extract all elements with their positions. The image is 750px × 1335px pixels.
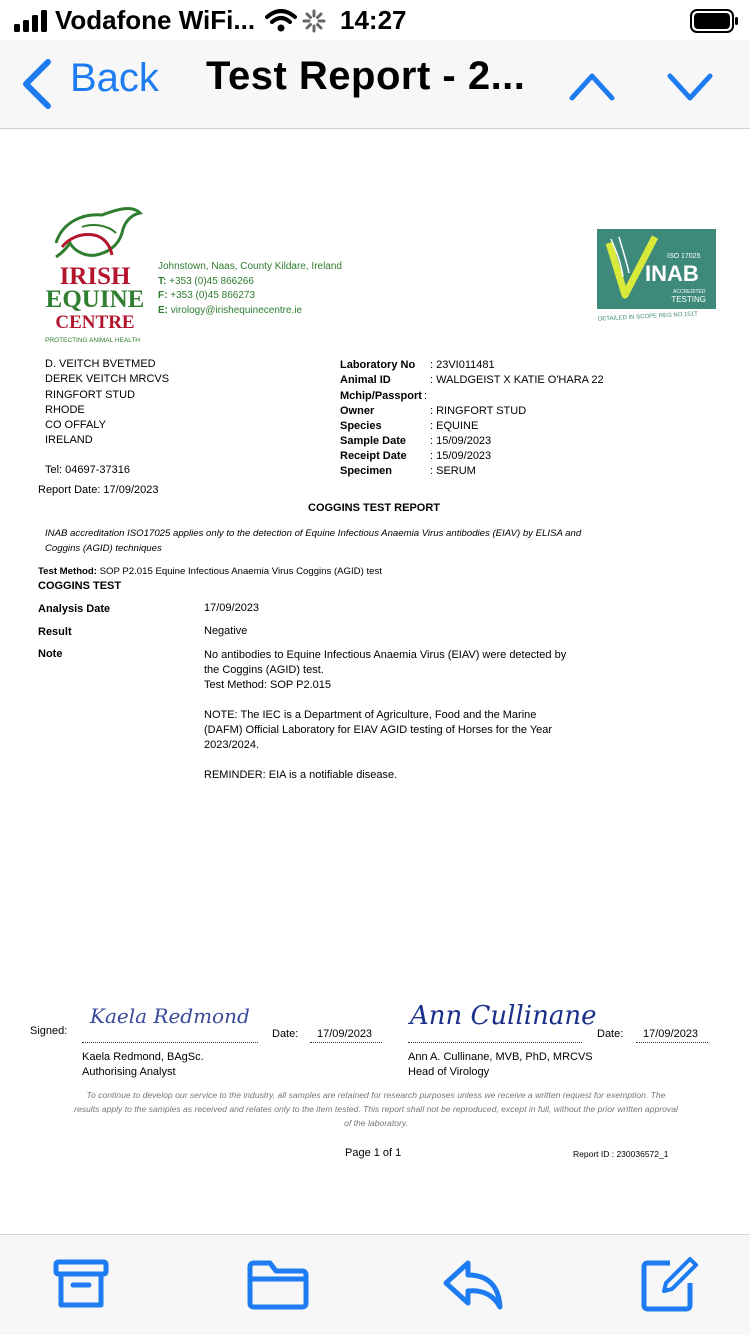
horse-logo-icon [52,203,144,263]
bottom-toolbar [0,1234,750,1335]
signer-1-role: Authorising Analyst [82,1066,176,1078]
test-method: SOP P2.015 Equine Infectious Anaemia Virus Coggins (AGID) test [99,566,382,577]
pdf-document[interactable] [0,129,750,1234]
result-label: Result [38,626,72,638]
detail-value: : 23VI011481 [430,359,495,371]
detail-value: : RINGFORT STUD [430,405,527,417]
chevron-left-icon [18,58,54,110]
detail-label: Sample Date [340,435,407,447]
back-button[interactable] [14,54,164,114]
detail-label: Mchip/Passport [340,390,422,402]
analysis-date: 17/09/2023 [204,602,260,614]
detail-value: : 15/09/2023 [430,435,492,447]
wifi-icon [265,9,297,33]
phone: +353 (0)45 866266 [169,276,254,287]
note-line: (DAFM) Official Laboratory for EIAV AGID testing of Horses for the Year [204,724,553,736]
carrier-label: Vodafone WiFi... [55,5,256,35]
date-1: 17/09/2023 [317,1028,373,1040]
result-value: Negative [204,625,248,637]
test-method-line [38,565,382,578]
disclaimer: To continue to develop our service to the industry, all samples are retained for research purposes unless we receive a written request for exemption. The results apply to the samples as received and relates only to the item tested. This report shall not be reproduced, except in full, without the prior written approval of the laboratory. [74,1090,678,1128]
recipient-line-5: CO OFFALY [45,419,106,431]
detail-value: : 15/09/2023 [430,450,492,462]
previous-button[interactable] [566,68,618,104]
inab-scope: DETAILED IN SCOPE REG NO.151T [597,311,698,323]
email: virology@irishequinecentre.ie [170,305,303,316]
signature-line-1 [82,1042,258,1043]
note-line: the Coggins (AGID) test. [204,664,324,676]
email-label: E: [158,305,168,316]
note-line: 2023/2024. [204,739,260,751]
accreditation-note-line-2: Coggins (AGID) techniques [45,543,162,554]
fax-line [158,289,255,302]
report-id: Report ID : 230036572_1 [573,1149,669,1159]
archive-icon[interactable] [52,1255,110,1313]
detail-label: Owner [340,405,375,417]
signed-label: Signed: [30,1025,68,1037]
phone-label: T: [158,276,167,287]
inab-word: INAB [645,261,699,286]
inab-testing: TESTING [671,295,706,304]
signer-2-role: Head of Virology [408,1066,490,1078]
detail-value: : WALDGEIST X KATIE O'HARA 22 [430,374,604,386]
detail-value: : EQUINE [430,420,479,432]
fax-label: F: [158,290,168,301]
date-2: 17/09/2023 [643,1028,699,1040]
logo-line-3: CENTRE [55,312,135,333]
inab-iso: ISO 17025 [667,253,701,260]
detail-label: Animal ID [340,374,391,386]
logo-line-2: EQUINE [45,286,145,313]
note-label: Note [38,648,63,660]
phone-line [158,275,254,288]
activity-spinner-icon [302,9,326,33]
logo-tagline: PROTECTING ANIMAL HEALTH [45,337,140,344]
note-line: No antibodies to Equine Infectious Anaemia Virus (EIAV) were detected by [204,649,567,661]
page-title: Test Report - 2... [206,54,526,98]
page-number: Page 1 of 1 [345,1147,402,1159]
inab-accredited: ACCREDITED [673,289,706,295]
recipient-line-3: RINGFORT STUD [45,389,136,401]
folder-icon[interactable] [246,1255,310,1313]
battery-icon [690,9,740,33]
logo-line-1: IRISH [59,263,131,290]
test-method-label: Test Method: [38,566,97,577]
fax: +353 (0)45 866273 [170,290,256,301]
detail-label: Receipt Date [340,450,407,462]
signer-1-name: Kaela Redmond, BAgSc. [82,1051,204,1063]
back-label: Back [70,56,159,100]
iec-logo-text [42,265,148,334]
detail-value: : [424,390,428,402]
detail-label: Specimen [340,465,392,477]
signer-2-name: Ann A. Cullinane, MVB, PhD, MRCVS [408,1051,593,1063]
detail-value: : SERUM [430,465,476,477]
tel: Tel: 04697-37316 [45,464,131,476]
date-line-1 [310,1042,382,1043]
note-line: Test Method: SOP P2.015 [204,679,331,691]
recipient-line-1: D. VEITCH BVETMED [45,358,156,370]
reply-icon[interactable] [442,1255,506,1313]
clock: 14:27 [340,5,407,35]
report-title: COGGINS TEST REPORT [308,502,441,514]
analysis-date-label: Analysis Date [38,603,111,615]
status-bar [0,0,750,40]
signal-icon [14,10,48,32]
address: Johnstown, Naas, County Kildare, Ireland [158,261,342,272]
signature-2: Ann Cullinane [410,1001,597,1031]
next-button[interactable] [664,68,716,104]
accreditation-note-line-1: INAB accreditation ISO17025 applies only to the detection of Equine Infectious Anaemia Virus antibodies (EIAV) by ELISA and [45,528,582,539]
report-date: Report Date: 17/09/2023 [38,484,159,496]
date-label-1: Date: [272,1028,299,1040]
compose-icon[interactable] [640,1255,700,1313]
section-title: COGGINS TEST [38,580,122,592]
detail-label: Species [340,420,382,432]
inab-badge [597,229,716,309]
signature-line-2 [408,1042,582,1043]
recipient-line-2: DEREK VEITCH MRCVS [45,373,170,385]
email-line [158,304,302,317]
signature-1: Kaela Redmond [90,1004,250,1028]
recipient-line-4: RHODE [45,404,85,416]
date-line-2 [636,1042,708,1043]
navigation-bar [0,40,750,129]
note-line: REMINDER: EIA is a notifiable disease. [204,769,398,781]
note-line: NOTE: The IEC is a Department of Agriculture, Food and the Marine [204,709,537,721]
date-label-2: Date: [597,1028,624,1040]
detail-label: Laboratory No [340,359,416,371]
recipient-line-6: IRELAND [45,434,93,446]
